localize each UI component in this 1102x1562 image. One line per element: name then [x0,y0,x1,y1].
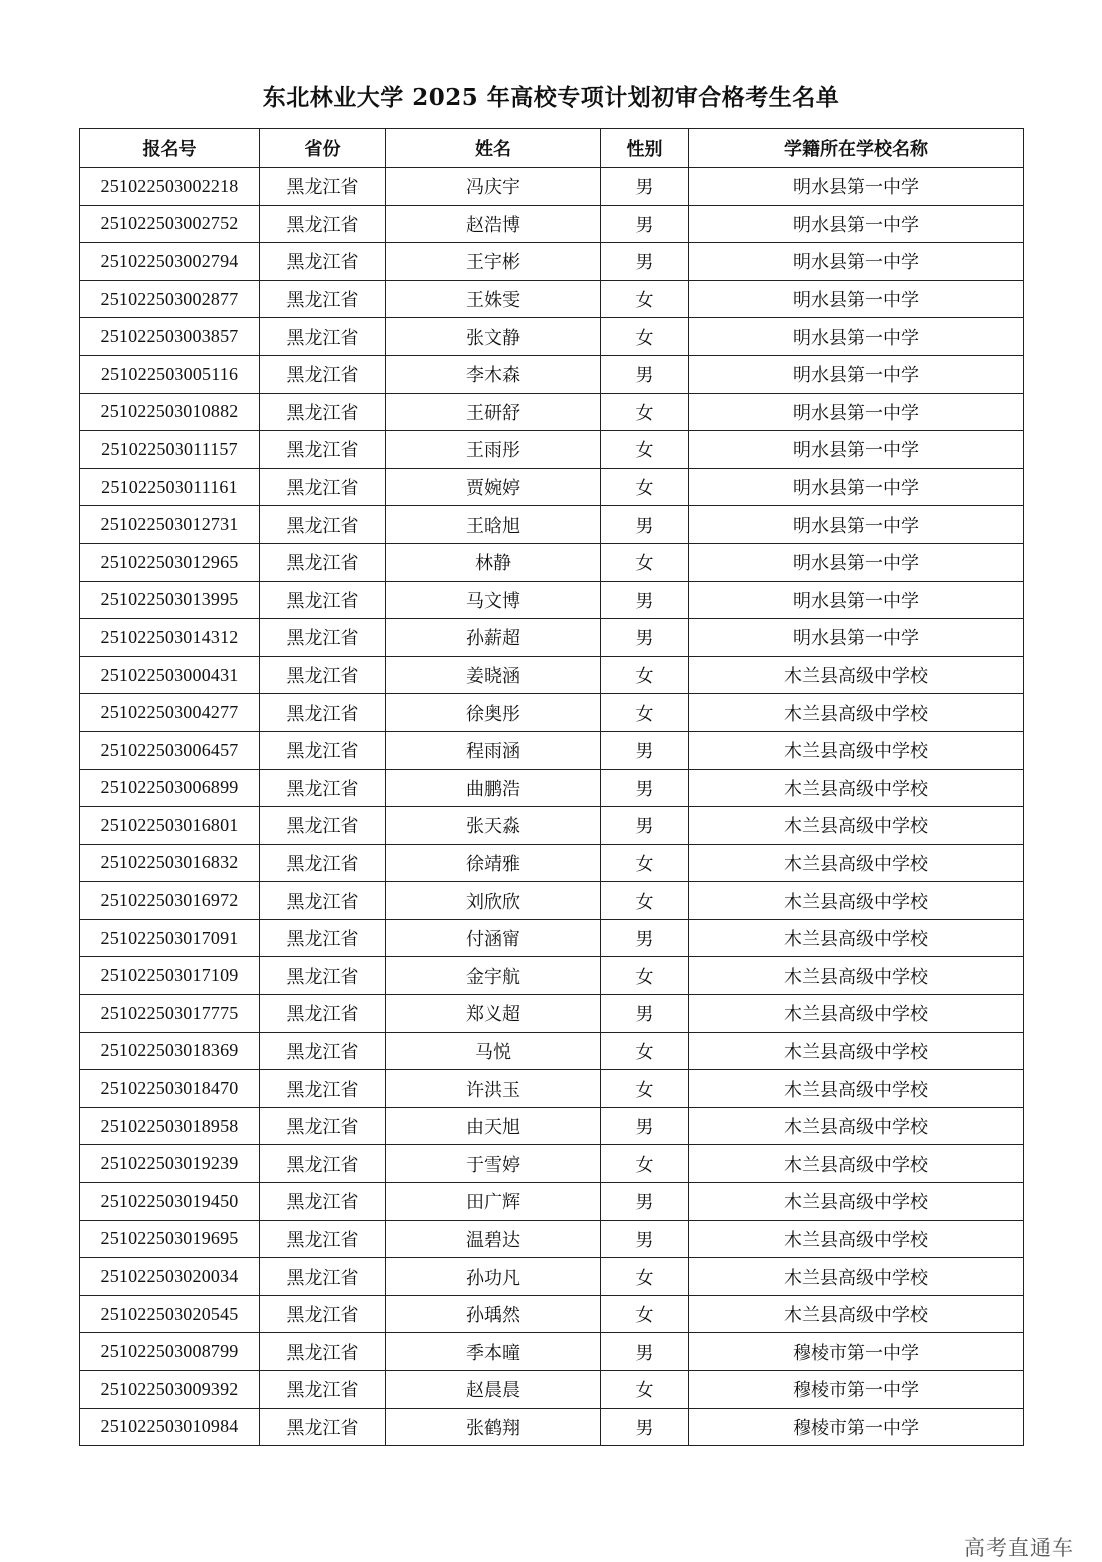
table-row [80,431,1024,469]
cell-name: 金宇航 [386,957,601,995]
cell-gender: 男 [601,919,689,957]
cell-school: 明水县第一中学 [689,355,1024,393]
cell-school: 木兰县高级中学校 [689,769,1024,807]
cell-id: 251022503016832 [80,844,260,882]
cell-school: 木兰县高级中学校 [689,1220,1024,1258]
cell-name: 温碧达 [386,1220,601,1258]
cell-name: 王宇彬 [386,243,601,281]
cell-id: 251022503004277 [80,694,260,732]
cell-school: 明水县第一中学 [689,619,1024,657]
cell-name: 马悦 [386,1032,601,1070]
cell-id: 251022503003857 [80,318,260,356]
cell-province: 黑龙江省 [260,919,386,957]
header-gender: 性别 [601,129,689,168]
cell-name: 王研舒 [386,393,601,431]
table-row [80,995,1024,1033]
table-row [80,355,1024,393]
cell-name: 曲鹏浩 [386,769,601,807]
cell-school: 木兰县高级中学校 [689,731,1024,769]
cell-id: 251022503014312 [80,619,260,657]
cell-id: 251022503013995 [80,581,260,619]
cell-school: 木兰县高级中学校 [689,807,1024,845]
cell-school: 木兰县高级中学校 [689,844,1024,882]
cell-gender: 女 [601,882,689,920]
cell-school: 木兰县高级中学校 [689,1183,1024,1221]
cell-name: 孙薪超 [386,619,601,657]
cell-id: 251022503017775 [80,995,260,1033]
table-row [80,619,1024,657]
cell-gender: 男 [601,506,689,544]
cell-school: 明水县第一中学 [689,506,1024,544]
cell-school: 木兰县高级中学校 [689,1032,1024,1070]
cell-province: 黑龙江省 [260,431,386,469]
cell-school: 木兰县高级中学校 [689,694,1024,732]
table-row [80,694,1024,732]
cell-school: 木兰县高级中学校 [689,919,1024,957]
cell-province: 黑龙江省 [260,506,386,544]
table-row [80,919,1024,957]
cell-gender: 女 [601,1295,689,1333]
cell-province: 黑龙江省 [260,694,386,732]
cell-id: 251022503008799 [80,1333,260,1371]
cell-name: 孙功凡 [386,1258,601,1296]
cell-school: 穆棱市第一中学 [689,1371,1024,1409]
table-row [80,1258,1024,1296]
cell-name: 孙瑀然 [386,1295,601,1333]
cell-id: 251022503016801 [80,807,260,845]
cell-gender: 女 [601,1371,689,1409]
cell-province: 黑龙江省 [260,1032,386,1070]
cell-gender: 男 [601,769,689,807]
cell-school: 穆棱市第一中学 [689,1408,1024,1446]
cell-name: 张文静 [386,318,601,356]
cell-name: 于雪婷 [386,1145,601,1183]
cell-id: 251022503005116 [80,355,260,393]
table-row [80,543,1024,581]
cell-name: 由天旭 [386,1107,601,1145]
table-row [80,1371,1024,1409]
cell-province: 黑龙江省 [260,1220,386,1258]
header-name: 姓名 [386,129,601,168]
cell-gender: 女 [601,543,689,581]
table-row [80,1183,1024,1221]
cell-name: 林静 [386,543,601,581]
cell-province: 黑龙江省 [260,1371,386,1409]
cell-province: 黑龙江省 [260,1408,386,1446]
cell-school: 木兰县高级中学校 [689,1258,1024,1296]
cell-province: 黑龙江省 [260,882,386,920]
table-row [80,807,1024,845]
table-row [80,393,1024,431]
cell-province: 黑龙江省 [260,769,386,807]
cell-province: 黑龙江省 [260,995,386,1033]
cell-id: 251022503020034 [80,1258,260,1296]
cell-school: 明水县第一中学 [689,280,1024,318]
cell-id: 251022503011161 [80,468,260,506]
cell-school: 明水县第一中学 [689,243,1024,281]
cell-province: 黑龙江省 [260,1183,386,1221]
table-row [80,318,1024,356]
cell-gender: 女 [601,694,689,732]
cell-province: 黑龙江省 [260,243,386,281]
cell-id: 251022503019695 [80,1220,260,1258]
cell-name: 冯庆宇 [386,168,601,206]
cell-gender: 男 [601,807,689,845]
table-body [80,168,1024,1446]
table-row [80,1032,1024,1070]
cell-province: 黑龙江省 [260,205,386,243]
cell-name: 赵晨晨 [386,1371,601,1409]
cell-gender: 男 [601,731,689,769]
header-province: 省份 [260,129,386,168]
cell-gender: 男 [601,1183,689,1221]
cell-province: 黑龙江省 [260,393,386,431]
cell-province: 黑龙江省 [260,1333,386,1371]
header-school: 学籍所在学校名称 [689,129,1024,168]
table-row [80,731,1024,769]
cell-school: 明水县第一中学 [689,468,1024,506]
cell-gender: 男 [601,1408,689,1446]
cell-gender: 男 [601,581,689,619]
cell-province: 黑龙江省 [260,543,386,581]
cell-id: 251022503006899 [80,769,260,807]
cell-id: 251022503012731 [80,506,260,544]
cell-gender: 男 [601,205,689,243]
cell-province: 黑龙江省 [260,468,386,506]
cell-province: 黑龙江省 [260,957,386,995]
cell-name: 徐靖雅 [386,844,601,882]
cell-province: 黑龙江省 [260,1145,386,1183]
cell-school: 木兰县高级中学校 [689,1145,1024,1183]
cell-id: 251022503010984 [80,1408,260,1446]
cell-name: 田广辉 [386,1183,601,1221]
cell-province: 黑龙江省 [260,355,386,393]
cell-name: 王姝雯 [386,280,601,318]
header-row [80,129,1024,168]
cell-province: 黑龙江省 [260,844,386,882]
cell-school: 明水县第一中学 [689,168,1024,206]
cell-id: 251022503018470 [80,1070,260,1108]
cell-name: 许洪玉 [386,1070,601,1108]
cell-name: 贾婉婷 [386,468,601,506]
cell-id: 251022503019450 [80,1183,260,1221]
cell-name: 张鹤翔 [386,1408,601,1446]
table-row [80,243,1024,281]
table-row [80,581,1024,619]
cell-school: 木兰县高级中学校 [689,882,1024,920]
cell-school: 穆棱市第一中学 [689,1333,1024,1371]
cell-name: 徐奥彤 [386,694,601,732]
cell-gender: 女 [601,280,689,318]
cell-school: 明水县第一中学 [689,431,1024,469]
cell-name: 王雨彤 [386,431,601,469]
cell-gender: 女 [601,1145,689,1183]
cell-name: 赵浩博 [386,205,601,243]
table-row [80,506,1024,544]
cell-school: 木兰县高级中学校 [689,957,1024,995]
cell-name: 付涵甯 [386,919,601,957]
table-row [80,769,1024,807]
header-id: 报名号 [80,129,260,168]
page-title: 东北林业大学 2025 年高校专项计划初审合格考生名单 [262,84,840,111]
cell-province: 黑龙江省 [260,318,386,356]
table-row [80,1333,1024,1371]
cell-school: 明水县第一中学 [689,581,1024,619]
table-row [80,1220,1024,1258]
cell-id: 251022503002794 [80,243,260,281]
cell-province: 黑龙江省 [260,619,386,657]
cell-province: 黑龙江省 [260,168,386,206]
table-row [80,656,1024,694]
cell-id: 251022503020545 [80,1295,260,1333]
candidate-table [79,128,1024,1446]
cell-id: 251022503010882 [80,393,260,431]
cell-province: 黑龙江省 [260,581,386,619]
cell-id: 251022503018369 [80,1032,260,1070]
cell-name: 姜晓涵 [386,656,601,694]
cell-gender: 男 [601,355,689,393]
cell-name: 张天淼 [386,807,601,845]
cell-name: 李木森 [386,355,601,393]
cell-name: 王晗旭 [386,506,601,544]
cell-name: 郑义超 [386,995,601,1033]
cell-gender: 男 [601,995,689,1033]
cell-gender: 女 [601,318,689,356]
cell-id: 251022503011157 [80,431,260,469]
cell-school: 明水县第一中学 [689,543,1024,581]
table-row [80,1295,1024,1333]
cell-province: 黑龙江省 [260,1107,386,1145]
cell-province: 黑龙江省 [260,656,386,694]
cell-school: 明水县第一中学 [689,393,1024,431]
table-row [80,280,1024,318]
cell-id: 251022503017091 [80,919,260,957]
table-row [80,1107,1024,1145]
cell-school: 明水县第一中学 [689,205,1024,243]
table-row [80,1145,1024,1183]
cell-province: 黑龙江省 [260,731,386,769]
cell-province: 黑龙江省 [260,807,386,845]
table-row [80,957,1024,995]
cell-gender: 女 [601,957,689,995]
table-row [80,1408,1024,1446]
cell-gender: 女 [601,656,689,694]
cell-gender: 男 [601,1220,689,1258]
table-row [80,468,1024,506]
cell-province: 黑龙江省 [260,1070,386,1108]
cell-gender: 男 [601,1333,689,1371]
cell-school: 木兰县高级中学校 [689,1070,1024,1108]
cell-gender: 女 [601,393,689,431]
cell-name: 刘欣欣 [386,882,601,920]
cell-gender: 男 [601,168,689,206]
cell-id: 251022503017109 [80,957,260,995]
cell-id: 251022503002877 [80,280,260,318]
cell-name: 程雨涵 [386,731,601,769]
cell-school: 木兰县高级中学校 [689,656,1024,694]
cell-gender: 女 [601,1258,689,1296]
watermark: 高考直通车 [964,1536,1074,1560]
table-row [80,168,1024,206]
cell-id: 251022503018958 [80,1107,260,1145]
cell-province: 黑龙江省 [260,1258,386,1296]
table-row [80,844,1024,882]
table-header [80,129,1024,168]
cell-school: 木兰县高级中学校 [689,995,1024,1033]
cell-id: 251022503002218 [80,168,260,206]
cell-gender: 女 [601,1070,689,1108]
cell-school: 明水县第一中学 [689,318,1024,356]
cell-gender: 女 [601,844,689,882]
cell-id: 251022503016972 [80,882,260,920]
cell-id: 251022503019239 [80,1145,260,1183]
cell-id: 251022503006457 [80,731,260,769]
cell-school: 木兰县高级中学校 [689,1295,1024,1333]
table-row [80,882,1024,920]
cell-gender: 男 [601,619,689,657]
cell-id: 251022503000431 [80,656,260,694]
cell-gender: 男 [601,1107,689,1145]
cell-name: 季本曈 [386,1333,601,1371]
cell-gender: 女 [601,1032,689,1070]
table-row [80,1070,1024,1108]
cell-id: 251022503012965 [80,543,260,581]
cell-province: 黑龙江省 [260,1295,386,1333]
table-row [80,205,1024,243]
cell-id: 251022503009392 [80,1371,260,1409]
cell-province: 黑龙江省 [260,280,386,318]
cell-gender: 男 [601,243,689,281]
cell-school: 木兰县高级中学校 [689,1107,1024,1145]
cell-name: 马文博 [386,581,601,619]
cell-gender: 女 [601,468,689,506]
cell-id: 251022503002752 [80,205,260,243]
cell-gender: 女 [601,431,689,469]
